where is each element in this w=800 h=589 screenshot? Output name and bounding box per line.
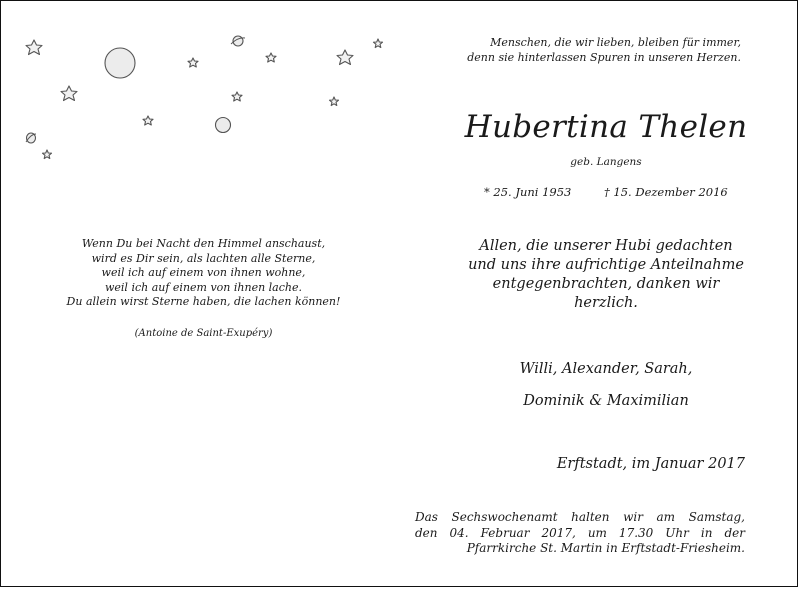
deceased-name: Hubertina Thelen — [464, 109, 748, 145]
notice-line: Pfarrkirche St. Martin in Erftstadt-Friesheim. — [466, 541, 745, 555]
thanks-line: herzlich. — [574, 295, 638, 311]
star-icon — [61, 86, 77, 101]
planet-icon — [216, 118, 231, 133]
poem-line: weil ich auf einem von ihnen lache. — [104, 280, 302, 294]
star-icon — [43, 150, 52, 159]
poem — [31, 237, 376, 310]
star-icon — [143, 116, 153, 125]
motto — [421, 35, 741, 65]
star-icon — [330, 97, 339, 106]
star-icon — [337, 50, 353, 65]
star-icon — [26, 40, 42, 55]
star-sky-illustration — [1, 1, 401, 181]
notice-line: den 04. Februar 2017, um 17.30 Uhr in der — [415, 525, 745, 540]
notice-line: Das Sechswochenamt halten wir am Samstag, — [415, 510, 745, 524]
poem-line: weil ich auf einem von ihnen wohne, — [101, 266, 306, 279]
birth-name: geb. Langens — [570, 156, 642, 168]
star-icon — [232, 92, 242, 101]
death-date: † 15. Dezember 2016 — [604, 185, 728, 199]
poem-line: Du allein wirst Sterne haben, die lachen können! — [66, 295, 341, 308]
star-icon — [188, 58, 198, 67]
thanks-line: Allen, die unserer Hubi gedachten — [479, 238, 733, 254]
memorial-service-notice — [415, 510, 745, 557]
star-icon — [374, 39, 383, 48]
family-names — [441, 353, 771, 417]
thanks-line: und uns ihre aufrichtige Anteilnahme — [468, 257, 744, 273]
place-date: Erftstadt, im Januar 2017 — [556, 456, 745, 472]
thanks-line: entgegenbrachten, danken wir — [492, 276, 720, 292]
motto-line: denn sie hinterlassen Spuren in unseren Herzen. — [467, 51, 741, 64]
thanks-text — [441, 237, 771, 313]
poem-line: wird es Dir sein, als lachten alle Sterne, — [91, 251, 316, 265]
motto-line: Menschen, die wir lieben, bleiben für immer, — [490, 36, 741, 49]
poem-line: Wenn Du bei Nacht den Himmel anschaust, — [81, 237, 326, 250]
family-line: Willi, Alexander, Sarah, — [519, 361, 693, 377]
birth-date: * 25. Juni 1953 — [484, 185, 572, 199]
star-icon — [266, 53, 276, 62]
poem-author: (Antoine de Saint-Exupéry) — [134, 328, 273, 339]
family-line: Dominik & Maximilian — [523, 393, 689, 409]
planet-icon — [105, 48, 135, 78]
